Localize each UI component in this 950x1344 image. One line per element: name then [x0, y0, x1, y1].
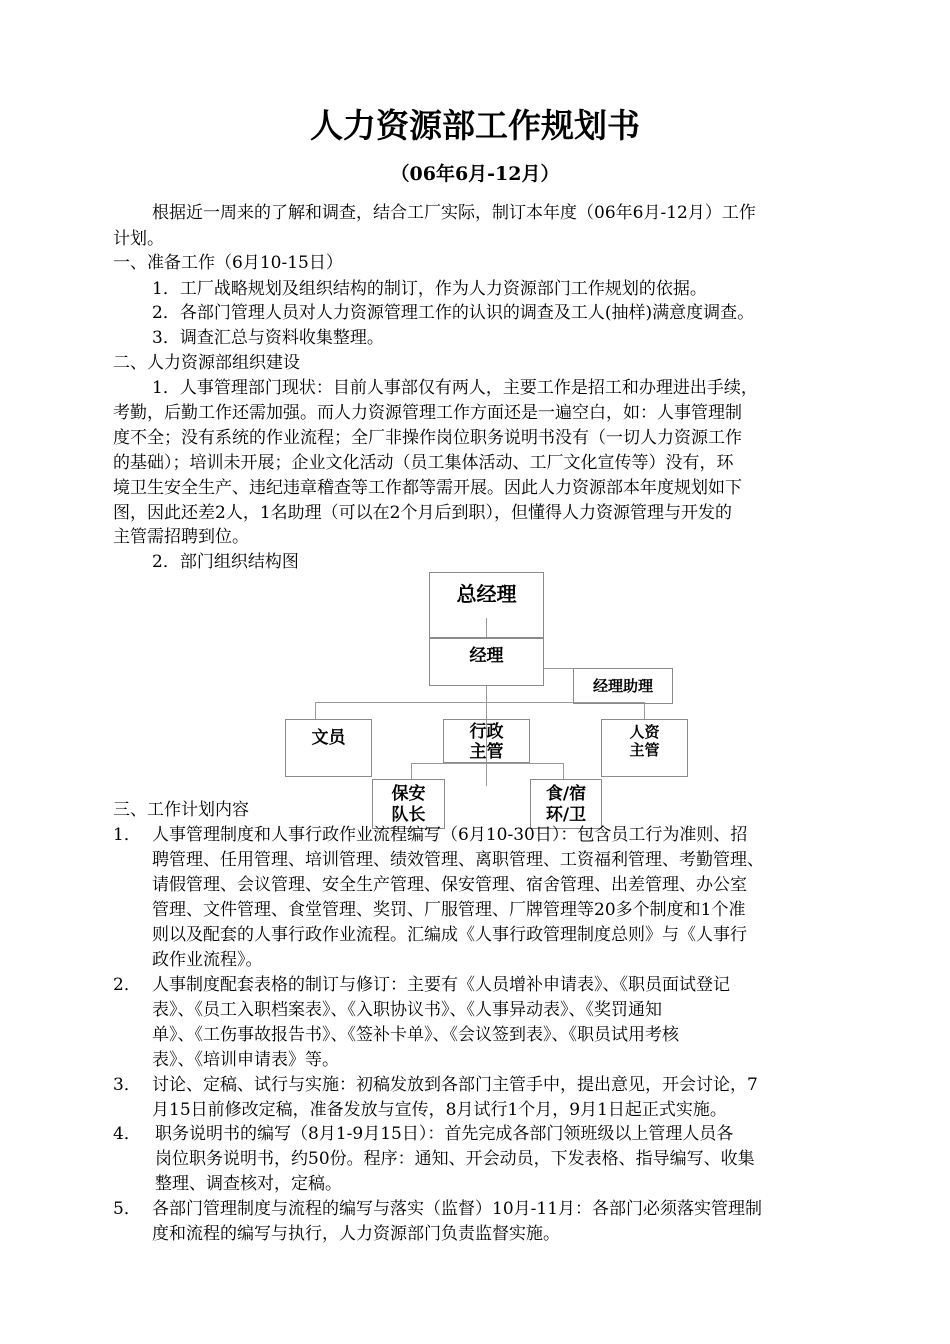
list-item: 2．部门组织结构图 — [152, 552, 299, 572]
list-item-line: 人事制度配套表格的制订与修订：主要有《人员增补申请表》、《职员面试登记 — [152, 975, 730, 995]
hr-supervisor-label: 人资 — [629, 723, 660, 741]
section-heading: 一、准备工作（6月10-15日） — [113, 253, 343, 273]
general-manager-label: 总经理 — [456, 582, 517, 606]
list-item: 1．工厂战略规划及组织结构的制订，作为人力资源部门工作规划的依据。 — [152, 279, 707, 299]
list-item-line: 月15日前修改定稿，准备发放与宣传，8月试行1个月，9月1日起正式实施。 — [152, 1100, 727, 1120]
admin-supervisor-label: 主管 — [469, 742, 504, 762]
list-item-line: 管理、文件管理、食堂管理、奖罚、厂服管理、厂牌管理等20多个制度和1个准 — [152, 900, 746, 920]
paragraph-line: 境卫生安全生产、违纪违章稽查等工作都等需开展。因此人力资源部本年度规划如下 — [113, 478, 742, 498]
document-title: 人力资源部工作规划书 — [310, 106, 640, 145]
manager-label: 经理 — [469, 646, 504, 666]
paragraph-line: 1．人事管理部门现状：目前人事部仅有两人，主要工作是招工和办理进出手续， — [152, 378, 758, 398]
list-item-line: 聘管理、任用管理、培训管理、绩效管理、离职管理、工资福利管理、考勤管理、 — [152, 850, 764, 870]
list-item: 3．调查汇总与资料收集整理。 — [152, 328, 384, 348]
paragraph-line: 图，因此还差2人，1名助理（可以在2个月后到职），但懂得人力资源管理与开发的 — [113, 503, 732, 523]
paragraph-line: 主管需招聘到位。 — [113, 527, 249, 547]
connector-line — [644, 702, 645, 719]
list-item-line: 讨论、定稿、试行与实施：初稿发放到各部门主管手中，提出意见，开会讨论，7 — [152, 1075, 758, 1095]
section-heading: 二、人力资源部组织建设 — [113, 353, 300, 373]
intro-line: 计划。 — [113, 229, 164, 249]
list-number: 5． — [113, 1199, 141, 1219]
connector-line — [563, 763, 564, 779]
assistant-label: 经理助理 — [592, 677, 653, 695]
hr-supervisor-label: 主管 — [629, 741, 660, 759]
clerk-label: 文员 — [311, 728, 346, 748]
list-number: 1． — [113, 825, 141, 845]
list-item-line: 表》、《培训申请表》等。 — [152, 1050, 339, 1070]
paragraph-line: 度不全；没有系统的作业流程；全厂非操作岗位职务说明书没有（一切人力资源工作 — [113, 428, 742, 448]
list-item-line: 表》、《员工入职档案表》、《入职协议书》、《人事异动表》、《奖罚通知 — [152, 1000, 662, 1020]
security-leader-label: 保安 — [391, 784, 426, 804]
document-subtitle: （06年6月-12月） — [390, 163, 560, 185]
paragraph-line: 的基础）；培训未开展；企业文化活动（员工集体活动、工厂文化宣传等）没有，环 — [113, 453, 734, 473]
list-item-line: 请假管理、会议管理、安全生产管理、保安管理、宿舍管理、出差管理、办公室 — [152, 875, 747, 895]
list-item-line: 则以及配套的人事行政作业流程。汇编成《人事行政管理制度总则》与《人事行 — [152, 925, 747, 945]
list-item-line: 单》、《工伤事故报告书》、《签补卡单》、《会议签到表》、《职员试用考核 — [152, 1025, 679, 1045]
paragraph-line: 考勤，后勤工作还需加强。而人力资源管理工作方面还是一遍空白，如：人事管理制 — [113, 403, 742, 423]
list-item-line: 职务说明书的编写（8月1-9月15日）：首先完成各部门领班级以上管理人员各 — [155, 1124, 734, 1144]
list-item: 2．各部门管理人员对人力资源管理工作的认识的调查及工人(抽样)满意度调查。 — [152, 303, 755, 323]
list-item-line: 各部门管理制度与流程的编写与落实（监督）10月-11月：各部门必须落实管理制 — [152, 1199, 763, 1219]
list-item-line: 整理、调查核对，定稿。 — [155, 1174, 342, 1194]
canteen-hygiene-label: 环/卫 — [545, 805, 587, 825]
admin-supervisor-label: 行政 — [469, 722, 504, 742]
list-item-line: 政作业流程》。 — [152, 950, 263, 970]
connector-line — [411, 763, 412, 779]
security-leader-label: 队长 — [391, 805, 426, 825]
connector-line — [411, 763, 563, 764]
list-number: 3． — [113, 1075, 141, 1095]
list-item-line: 人事管理制度和人事行政作业流程编写（6月10-30日）：包含员工行为准则、招 — [152, 825, 748, 845]
list-number: 4． — [113, 1124, 141, 1144]
intro-line: 根据近一周来的了解和调查，结合工厂实际，制订本年度（06年6月-12月）工作 — [152, 203, 756, 223]
connector-line — [543, 668, 573, 669]
list-item-line: 岗位职务说明书，约50份。程序：通知、开会动员，下发表格、指导编写、收集 — [155, 1149, 755, 1169]
list-item-line: 度和流程的编写与执行，人力资源部门负责监督实施。 — [152, 1224, 560, 1244]
canteen-hygiene-label: 食/宿 — [545, 784, 587, 804]
connector-line — [315, 702, 316, 719]
list-number: 2． — [113, 975, 141, 995]
section-heading: 三、工作计划内容 — [113, 800, 249, 820]
